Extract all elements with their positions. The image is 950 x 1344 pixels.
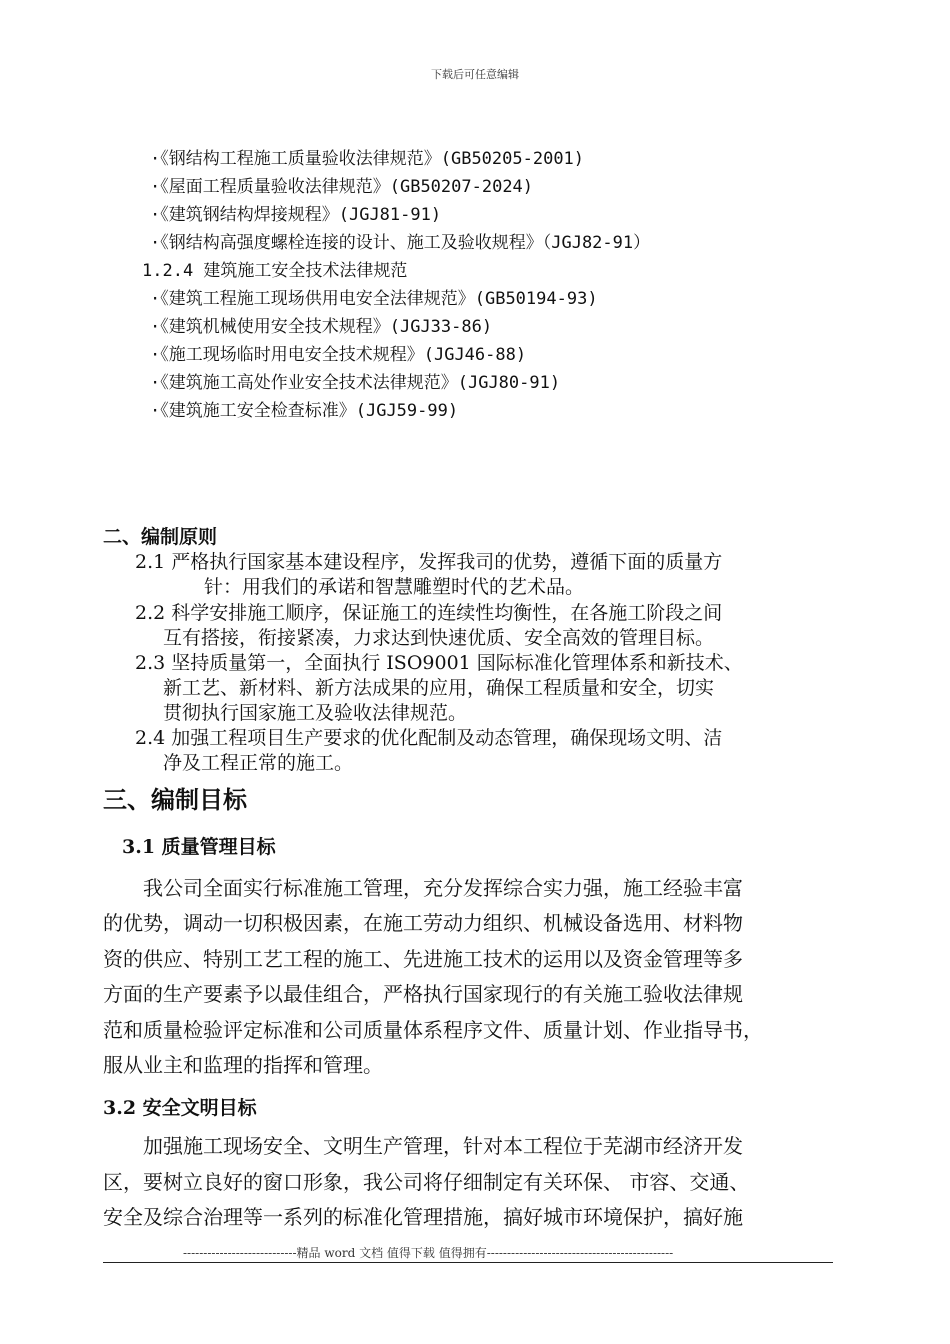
- subsection-heading: 3.2 安全文明目标: [103, 1097, 257, 1119]
- principle-line: 互有搭接，衔接紧凑，力求达到快速优质、安全高效的管理目标。: [163, 627, 715, 649]
- principle-line: 2.2 科学安排施工顺序，保证施工的连续性均衡性，在各施工阶段之间: [135, 602, 723, 624]
- paragraph-line: 安全及综合治理等一系列的标准化管理措施，搞好城市环境保护，搞好施: [103, 1205, 743, 1229]
- page-footer: ----------------------------精品 word 文档 值得下载 值得拥有----------------------------------------------: [183, 1246, 674, 1260]
- principle-line: 贯彻执行国家施工及验收法律规范。: [163, 702, 468, 724]
- principle-line: 新工艺、新材料、新方法成果的应用，确保工程质量和安全，切实: [163, 677, 715, 699]
- subsection-heading: 3.1 质量管理目标: [122, 836, 276, 858]
- paragraph-line: 方面的生产要素予以最佳组合，严格执行国家现行的有关施工验收法律规: [103, 982, 743, 1006]
- section-heading: 三、编制目标: [103, 786, 247, 814]
- standard-item: ·《建筑工程施工现场供用电安全法律规范》(GB50194-93): [150, 289, 598, 309]
- standard-item: ·《建筑机械使用安全技术规程》(JGJ33-86): [150, 317, 493, 337]
- paragraph-line: 加强施工现场安全、文明生产管理，针对本工程位于芜湖市经济开发: [143, 1134, 743, 1158]
- paragraph-line: 的优势，调动一切积极因素，在施工劳动力组织、机械设备选用、材料物: [103, 911, 743, 935]
- standard-item: ·《钢结构高强度螺栓连接的设计、施工及验收规程》（JGJ82-91）: [150, 233, 651, 253]
- principle-line: 2.1 严格执行国家基本建设程序，发挥我司的优势，遵循下面的质量方: [135, 551, 723, 573]
- footer-rule: [103, 1262, 833, 1263]
- principle-line: 2.4 加强工程项目生产要求的优化配制及动态管理，确保现场文明、洁: [135, 727, 723, 749]
- principle-line: 针：用我们的承诺和智慧雕塑时代的艺术品。: [204, 576, 585, 598]
- standard-item: ·《屋面工程质量验收法律规范》(GB50207-2024): [150, 177, 534, 197]
- standard-item: ·《建筑钢结构焊接规程》(JGJ81-91): [150, 205, 442, 225]
- page-header: 下载后可任意编辑: [431, 68, 519, 81]
- paragraph-line: 服从业主和监理的指挥和管理。: [103, 1053, 383, 1077]
- standard-item: ·《钢结构工程施工质量验收法律规范》(GB50205-2001): [150, 149, 585, 169]
- principle-line: 净及工程正常的施工。: [163, 752, 354, 774]
- section-heading: 二、编制原则: [103, 526, 218, 548]
- standard-item: ·《施工现场临时用电安全技术规程》(JGJ46-88): [150, 345, 527, 365]
- paragraph-line: 范和质量检验评定标准和公司质量体系程序文件、质量计划、作业指导书，: [103, 1018, 763, 1042]
- paragraph-line: 区，要树立良好的窗口形象，我公司将仔细制定有关环保、 市容、交通、: [103, 1170, 750, 1194]
- principle-line: 2.3 坚持质量第一，全面执行 ISO9001 国际标准化管理体系和新技术、: [135, 652, 743, 674]
- standard-item: ·《建筑施工高处作业安全技术法律规范》(JGJ80-91): [150, 373, 561, 393]
- paragraph-line: 资的供应、特别工艺工程的施工、先进施工技术的运用以及资金管理等多: [103, 947, 743, 971]
- subsection-heading: 1.2.4 建筑施工安全技术法律规范: [142, 261, 408, 281]
- paragraph-line: 我公司全面实行标准施工管理，充分发挥综合实力强，施工经验丰富: [143, 876, 743, 900]
- standard-item: ·《建筑施工安全检查标准》(JGJ59-99): [150, 401, 459, 421]
